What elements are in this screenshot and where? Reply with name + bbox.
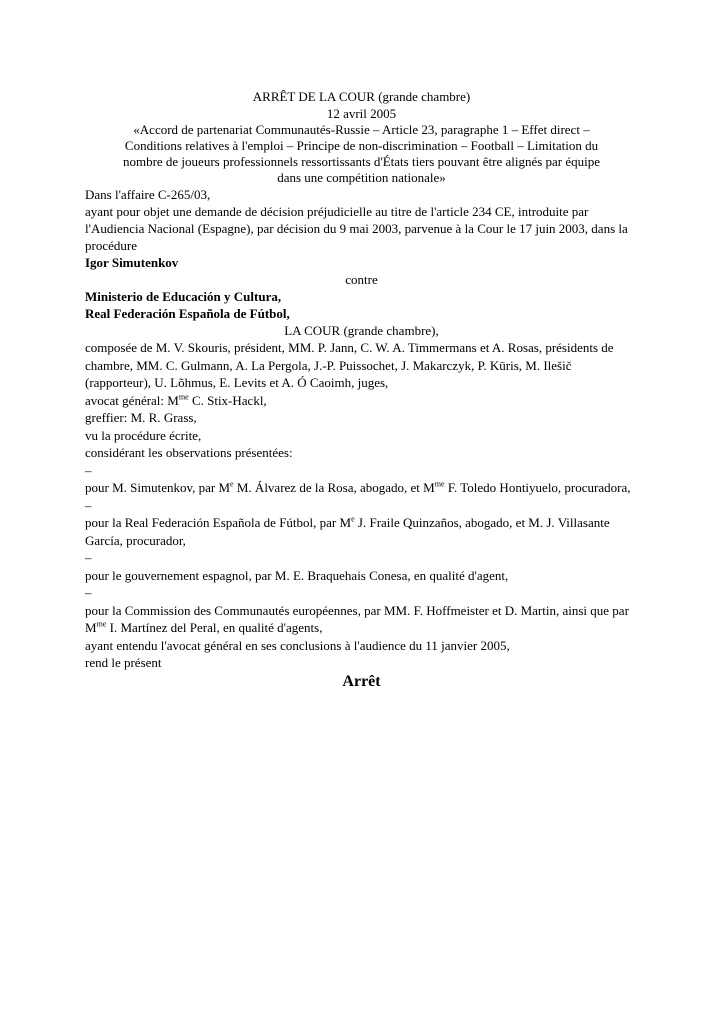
observation-item (85, 567, 638, 585)
registrar-line: greffier: M. R. Grass, (85, 410, 197, 425)
observation-text: pour le gouvernement espagnol, par M. E. Braquehais Conesa, en qualité d'agent, (85, 567, 509, 583)
observation-dash: – (85, 550, 92, 565)
court-block (85, 339, 638, 637)
applicant-name: Igor Simutenkov (85, 255, 179, 270)
case-object-paragraph: ayant pour objet une demande de décision préjudicielle au titre de l'article 234 CE, introduite par l'Audiencia Nacional (Espagne), par décision du 9 mai 2003, parvenue à la Cour le 17 juin 2003, dans la procédure (85, 204, 628, 253)
observation-dash: – (85, 585, 92, 600)
observations-intro: considérant les observations présentées: (85, 445, 293, 460)
keywords-line: nombre de joueurs professionnels ressortissants d'États tiers pouvant être alignés par équipe (122, 154, 601, 169)
court-composition: composée de M. V. Skouris, président, MM. P. Jann, C. W. A. Timmermans et A. Rosas, présidents de chambre, MM. C. Gulmann, A. La Pergola, J.-P. Puissochet, J. Makarczyk, P. Kūris, M. Ilešič (rapporteur), U. Lõhmus, E. Levits et A. Ó Caoimh, juges, (85, 340, 614, 390)
keywords-line: dans une compétition nationale» (277, 170, 446, 185)
observation-text: J. Fraile Quinzaños, abogado, et M. J. Villasante García, procurador, (85, 515, 610, 548)
renders-line: rend le présent (85, 655, 162, 670)
observation-text: I. Martínez del Peral, en qualité d'agents, (106, 620, 323, 635)
defendant-name: Real Federación Española de Fútbol, (85, 306, 290, 321)
observation-item (85, 514, 638, 549)
superscript: me (96, 619, 107, 629)
defendants-block (85, 288, 638, 322)
observation-dash: – (85, 462, 92, 478)
observation-text: pour la Real Federación Española de Fútbol, par M (85, 515, 352, 530)
superscript: e (230, 479, 234, 489)
observation-text: F. Toledo Hontiyuelo, procuradora, (444, 480, 631, 495)
advocate-general-line (85, 392, 638, 410)
judgment-date: 12 avril 2005 (326, 106, 397, 121)
observation-item (85, 479, 638, 497)
hearing-line: ayant entendu l'avocat général en ses conclusions à l'audience du 11 janvier 2005, (85, 637, 510, 653)
superscript: me (178, 392, 189, 402)
keywords-line: Conditions relatives à l'emploi – Principe de non-discrimination – Football – Limitation du (124, 138, 599, 153)
observation-dash: – (85, 497, 92, 513)
keywords-line: «Accord de partenariat Communautés-Russie – Article 23, paragraphe 1 – Effet direct – (133, 122, 590, 137)
case-number-line: Dans l'affaire C-265/03, (85, 187, 211, 202)
versus-label: contre (345, 272, 378, 287)
observation-item (85, 602, 638, 637)
advocate-general-text: avocat général: M (85, 392, 179, 408)
superscript: e (351, 514, 355, 524)
judgment-title: ARRÊT DE LA COUR (grande chambre) (252, 89, 471, 104)
court-heading: LA COUR (grande chambre), (284, 323, 439, 338)
written-procedure-line: vu la procédure écrite, (85, 427, 202, 443)
advocate-general-text: C. Stix-Hackl, (188, 392, 267, 408)
observation-text: M. Álvarez de la Rosa, abogado, et M (233, 480, 435, 495)
superscript: me (434, 479, 445, 489)
judgment-heading: Arrêt (342, 672, 381, 690)
observation-text: pour M. Simutenkov, par M (85, 480, 231, 495)
keywords-block (85, 122, 638, 186)
observation-text: pour la Commission des Communautés européennes, par MM. F. Hoffmeister et D. Martin, ainsi que par M (85, 602, 629, 635)
defendant-name: Ministerio de Educación y Cultura, (85, 289, 282, 304)
